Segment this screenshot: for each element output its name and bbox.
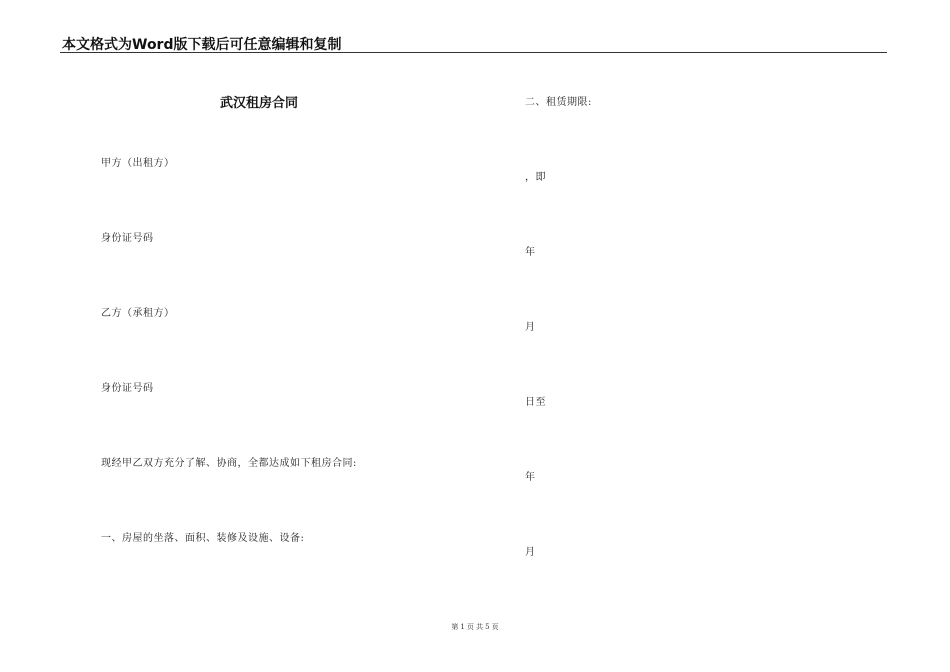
agreement-intro: 现经甲乙双方充分了解、协商，全都达成如下租房合同: [101,458,357,469]
party-a-id-label: 身份证号码 [101,233,154,244]
footer-current-page: 1 [460,623,465,631]
term-end-year-label: 年 [525,472,536,483]
page-footer [0,622,950,632]
header-divider [60,52,887,53]
term-end-month-label: 月 [525,547,536,558]
term-month-label: 月 [525,322,536,333]
term-text-fragment: ，即 [525,172,546,183]
page-header-text: 本文格式为Word版下载后可任意编辑和复制 [62,37,342,53]
section-two-heading: 二、租赁期限: [525,97,592,108]
footer-mid: 页 共 [466,623,484,631]
party-b-id-label: 身份证号码 [101,383,154,394]
party-b-label: 乙方（承租方） [101,308,175,319]
document-title: 武汉租房合同 [220,96,299,111]
footer-prefix: 第 [451,623,459,631]
term-day-to-label: 日至 [525,397,546,408]
party-a-label: 甲方（出租方） [101,158,175,169]
term-year-label: 年 [525,247,536,258]
footer-total-pages: 5 [485,623,490,631]
footer-suffix: 页 [491,623,499,631]
section-one-heading: 一、房屋的坐落、面积、装修及设施、设备: [101,533,305,544]
